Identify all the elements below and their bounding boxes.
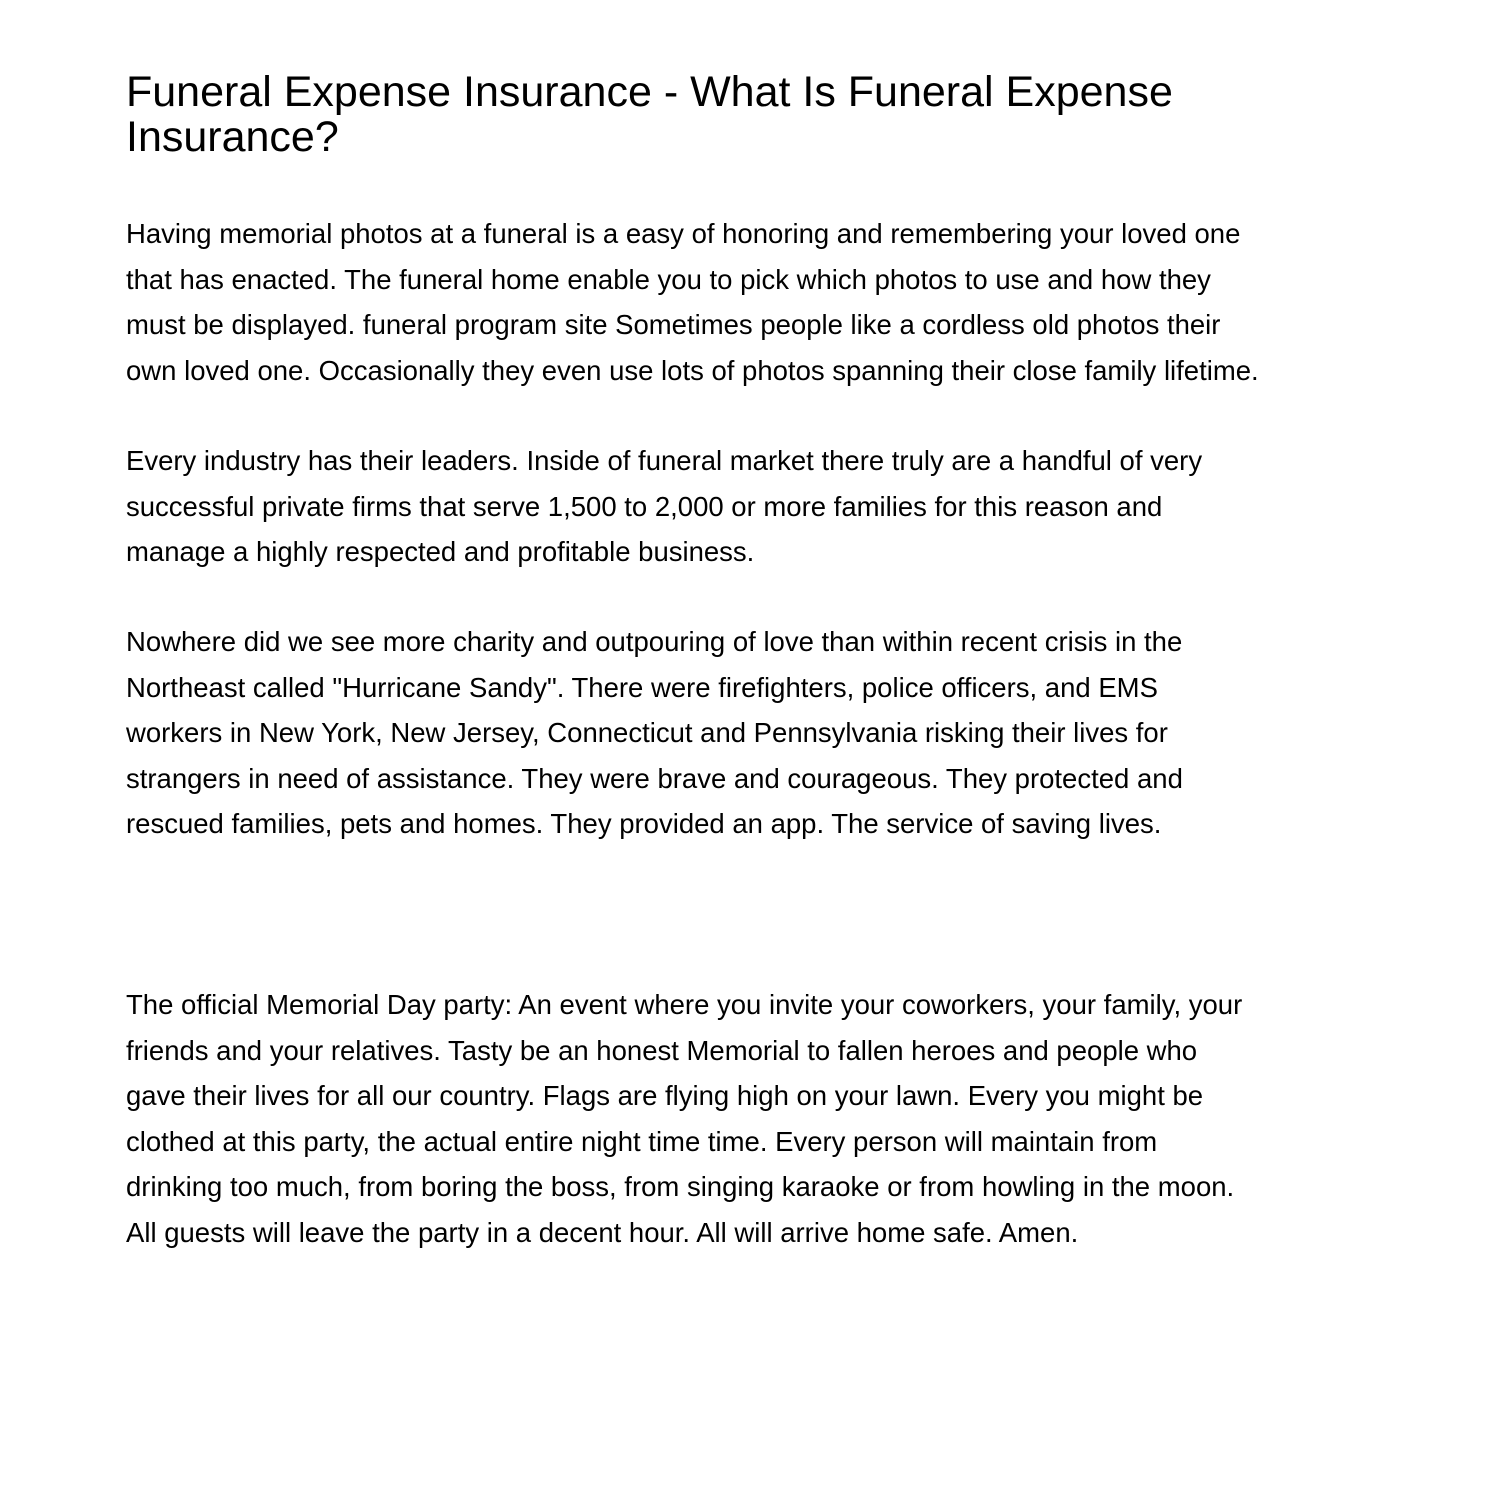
paragraph-line: manage a highly respected and profitable business.: [126, 536, 755, 567]
paragraph-line: Having memorial photos at a funeral is a easy of honoring and remembering your loved one: [126, 218, 1241, 249]
paragraph-line: Every industry has their leaders. Inside of funeral market there truly are a handful of very: [126, 445, 1203, 476]
paragraph-line: must be displayed. funeral program site Sometimes people like a cordless old photos their: [126, 309, 1221, 340]
paragraph-line: Nowhere did we see more charity and outpouring of love than within recent crisis in the: [126, 626, 1183, 657]
paragraph-memorial-photos: [126, 211, 1259, 393]
paragraph-line: All guests will leave the party in a decent hour. All will arrive home safe. Amen.: [126, 1216, 1079, 1248]
document-title: Funeral Expense Insurance - What Is Funeral Expense Insurance?: [126, 68, 1173, 161]
paragraph-line: rescued families, pets and homes. They provided an app. The service of saving lives.: [126, 808, 1162, 839]
paragraph-line: drinking too much, from boring the boss, from singing karaoke or from howling in the moon.: [126, 1171, 1235, 1202]
paragraph-line: clothed at this party, the actual entire night time time. Every person will maintain from: [126, 1125, 1158, 1157]
paragraph-line: gave their lives for all our country. Flags are flying high on your lawn. Every you might be: [126, 1080, 1204, 1111]
paragraph-line: strangers in need of assistance. They were brave and courageous. They protected and: [126, 762, 1183, 794]
paragraph-industry-leaders: [126, 438, 1202, 575]
paragraph-line: Northeast called "Hurricane Sandy". There were firefighters, police officers, and EMS: [126, 671, 1158, 703]
paragraph-line: own loved one. Occasionally they even use lots of photos spanning their close family lifetime.: [126, 354, 1259, 386]
paragraph-line: workers in New York, New Jersey, Connecticut and Pennsylvania risking their lives for: [126, 717, 1168, 748]
paragraph-line: that has enacted. The funeral home enable you to pick which photos to use and how they: [126, 263, 1211, 295]
paragraph-hurricane-sandy: [126, 619, 1183, 847]
paragraph-line: successful private firms that serve 1,500 to 2,000 or more families for this reason and: [126, 490, 1163, 522]
paragraph-memorial-day-party: [126, 982, 1242, 1255]
paragraph-line: friends and your relatives. Tasty be an honest Memorial to fallen heroes and people who: [126, 1034, 1198, 1066]
paragraph-line: The official Memorial Day party: An event where you invite your coworkers, your family, your: [126, 989, 1243, 1020]
